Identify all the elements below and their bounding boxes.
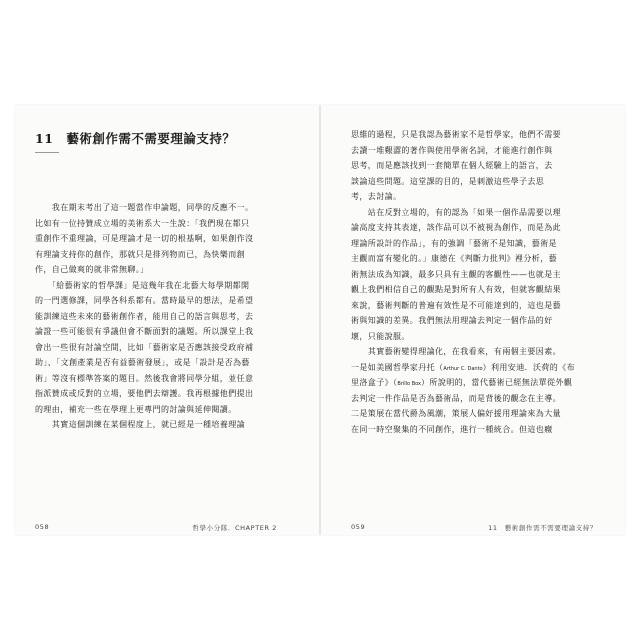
text-segment: 術無法成為知識，最多只具有主觀的客觀性——也就是主 xyxy=(351,269,561,279)
text-segment: 里洛盒子》（ xyxy=(351,378,398,387)
text-segment: 二是策展在當代爵為風潮，策展人偏好援用理論來為大量 xyxy=(351,409,561,418)
chapter-title: 11 藝術創作需不需要理論支持？ xyxy=(35,131,236,146)
left-page-number: 058 xyxy=(35,523,50,531)
text-line xyxy=(351,360,596,376)
text-segment: 談論這些問題。這堂課的目的，是刺激這些學子去思 xyxy=(351,176,545,186)
text-line xyxy=(351,236,596,252)
text-line xyxy=(351,189,596,205)
text-line: 的一門選修課，同學各科系都有。當時最早的想法，是希望 xyxy=(35,296,254,305)
text-segment: 一是如美國哲學家丹托（ xyxy=(351,362,444,372)
text-line: 術」等沒有標準答案的題目。然後我會將同學分組，並任意 xyxy=(35,373,254,383)
text-segment: 壞，只能說服。 xyxy=(351,331,410,341)
text-line xyxy=(351,127,596,143)
latin-name: Arthur C. Danto xyxy=(443,365,483,372)
text-segment: ）所說明的，當代藝術已經無法單從外觀 xyxy=(421,378,573,387)
text-line xyxy=(351,251,596,267)
right-page xyxy=(321,105,625,535)
text-line: 作，自己做爽的就非常無聊。」 xyxy=(35,265,149,274)
book-spread xyxy=(15,105,625,535)
text-segment: 主觀而富有變化的。」康德在《判斷力批判》裡分析，藝 xyxy=(351,254,557,263)
text-line: 其實這個訓練在某個程度上，就已經是一種培養理論 xyxy=(35,420,245,429)
text-line xyxy=(351,391,596,407)
text-line xyxy=(351,205,596,221)
right-running-head: 11 藝術創作需不需要理論支持？ xyxy=(488,524,597,532)
text-line xyxy=(351,174,596,190)
text-line xyxy=(351,375,596,391)
text-segment: 去判定一件作品是否為藝術品，而是背後的觀念在主導。 xyxy=(351,393,561,403)
text-segment: ）利用安迪．沃荷的《布 xyxy=(482,362,576,372)
text-segment: 去讀一堆艱澀的著作與使用學術名詞，才能進行創作與 xyxy=(351,145,553,155)
text-line xyxy=(351,298,596,314)
text-line xyxy=(351,406,596,422)
right-body-text xyxy=(351,127,596,437)
left-page xyxy=(15,105,319,535)
text-line: 的理由，補充一些在學理上更專門的討論與延伸閱讀。 xyxy=(35,404,237,414)
text-segment: 其實藝術變得理論化，在我看來，有兩個主要因素。 xyxy=(351,347,561,356)
text-segment: 思考，而是應該找到一套簡單在個人經驗上的語言，去 xyxy=(351,161,553,170)
text-line: 能訓練這些未來的藝術創作者，能用自己的語言與思考，去 xyxy=(35,311,254,321)
text-line xyxy=(351,158,596,174)
text-line: 有理論支持你的創作，那就只是排列物而已，為快樂而創 xyxy=(35,249,245,259)
text-line xyxy=(351,329,596,345)
right-page-number: 059 xyxy=(351,523,366,531)
text-segment: 論高度支持其表達，該作品可以不被視為創作，而是為此 xyxy=(351,223,561,232)
text-segment: 術與知識的差異。我們無法用理論去判定一個作品的好 xyxy=(351,316,553,325)
text-line: 重創作不重理論，可是理論才是一切的根基啊，如果創作沒 xyxy=(35,234,254,243)
text-line: 比如有一位持贊成立場的美術系大一生說：「我們現在都只 xyxy=(35,218,250,228)
text-line xyxy=(351,422,596,438)
text-segment: 思維的過程，只是我認為藝術家不是哲學家，他們不需要 xyxy=(351,130,561,139)
left-running-head: 哲學小分隊．CHAPTER 2 xyxy=(192,524,277,532)
text-segment: 觀上我們相信自己的觀點是對所有人有效，但就客觀結果 xyxy=(351,285,561,294)
text-line xyxy=(351,282,596,298)
text-line: 指派贊成或反對的立場，要他們去辯護。我再根據他們提出 xyxy=(35,389,254,398)
text-line xyxy=(351,267,596,283)
text-segment: 來說，藝術判斷的普遍有效性是不可能達到的，這也是藝 xyxy=(351,300,561,310)
left-body-text xyxy=(35,200,277,433)
text-line xyxy=(351,220,596,236)
text-line: 我在期末考出了這一題當作申論題，同學的反應不一。 xyxy=(35,203,254,212)
text-line xyxy=(351,344,596,360)
text-segment: 站在反對立場的，有的認為「如果一個作品需要以理 xyxy=(351,207,561,217)
text-line: 論證一些可能很有爭議但會不斷面對的議題。所以課堂上我 xyxy=(35,327,254,336)
text-segment: 理論所設計的作品」，有的強調「藝術不是知識，藝術是 xyxy=(351,238,557,248)
text-line: 會出一些很有討論空間，比如「藝術家是否應該接受政府補 xyxy=(35,342,254,352)
text-line: 「給藝術家的哲學課」是這幾年我在北藝大每學期都開 xyxy=(35,280,250,290)
text-line xyxy=(351,313,596,329)
text-segment: 考，去討論。 xyxy=(351,192,402,201)
text-line xyxy=(351,143,596,159)
text-line: 助」、「文創產業是否有益藝術發展」，或是「設計是否為藝 xyxy=(35,358,250,367)
text-segment: 在同一時空聚集的不同創作，進行一種統合。但這也癥 xyxy=(351,424,553,434)
title-rule xyxy=(35,152,59,153)
latin-name: Brillo Box xyxy=(397,381,422,387)
